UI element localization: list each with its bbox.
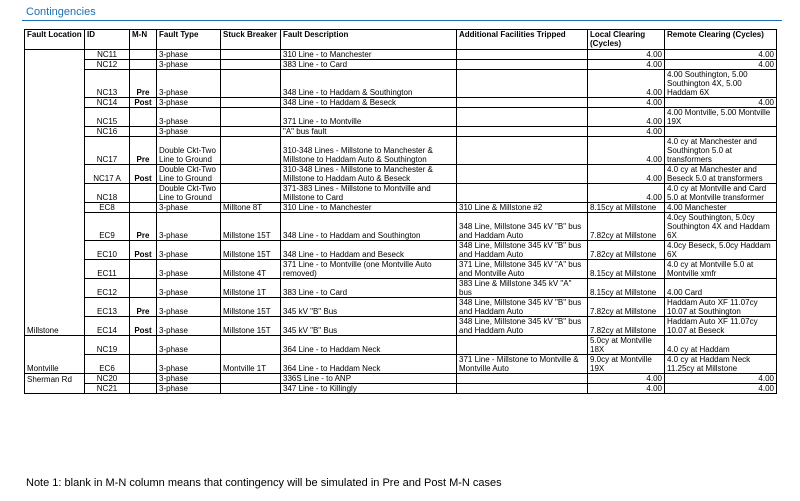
cell-local-clearing: 9.0cy at Montville 19X (588, 355, 665, 374)
cell-remote-clearing: 4.0 cy at Montville and Card 5.0 at Montville transformer (665, 184, 777, 203)
cell-id: NC14 (85, 98, 130, 108)
cell-fault-description: "A" bus fault (281, 127, 457, 137)
cell-additional-facilities (457, 336, 588, 355)
table-row (25, 384, 777, 394)
cell-additional-facilities: 310 Line & Millstone #2 (457, 203, 588, 213)
cell-remote-clearing: 4.0cy Beseck, 5.0cy Haddam 6X (665, 241, 777, 260)
col-header-id: ID (85, 30, 130, 50)
cell-additional-facilities (457, 98, 588, 108)
cell-mn (130, 203, 157, 213)
cell-remote-clearing: 4.0 cy at Manchester and Beseck 5.0 at transformers (665, 165, 777, 184)
cell-stuck-breaker (221, 98, 281, 108)
cell-mn (130, 260, 157, 279)
cell-fault-type: 3-phase (157, 108, 221, 127)
cell-stuck-breaker (221, 137, 281, 165)
cell-local-clearing: 7.82cy at Millstone (588, 317, 665, 336)
cell-fault-description: 347 Line - to Killingly (281, 384, 457, 394)
cell-remote-clearing: Haddam Auto XF 11.07cy 10.07 at Southington (665, 298, 777, 317)
contingencies-table (24, 29, 777, 394)
cell-fault-description: 371 Line - to Montville (281, 108, 457, 127)
table-row (25, 184, 777, 203)
cell-additional-facilities (457, 165, 588, 184)
cell-additional-facilities: 371 Line - Millstone to Montville & Montville Auto (457, 355, 588, 374)
col-header-local-clearing: Local Clearing (Cycles) (588, 30, 665, 50)
cell-fault-location (25, 50, 85, 60)
cell-id: EC11 (85, 260, 130, 279)
cell-remote-clearing: 4.0cy Southington, 5.0cy Southington 4X and Haddam 6X (665, 213, 777, 241)
cell-fault-type: 3-phase (157, 50, 221, 60)
cell-fault-location (25, 279, 85, 298)
cell-fault-location (25, 70, 85, 98)
cell-remote-clearing: 4.00 Southington, 5.00 Southington 4X, 5.00 Haddam 6X (665, 70, 777, 98)
cell-additional-facilities (457, 184, 588, 203)
cell-local-clearing: 5.0cy at Montville 18X (588, 336, 665, 355)
cell-id: NC17 (85, 137, 130, 165)
cell-additional-facilities: 348 Line, Millstone 345 kV "B" bus and Haddam Auto (457, 213, 588, 241)
cell-local-clearing: 4.00 (588, 108, 665, 127)
cell-id: NC16 (85, 127, 130, 137)
cell-stuck-breaker (221, 50, 281, 60)
cell-stuck-breaker: Millstone 15T (221, 241, 281, 260)
cell-remote-clearing (665, 127, 777, 137)
cell-mn (130, 355, 157, 374)
cell-fault-description: 345 kV "B" Bus (281, 317, 457, 336)
cell-fault-description: 371-383 Lines - Millstone to Montville and Millstone to Card (281, 184, 457, 203)
cell-fault-type: 3-phase (157, 213, 221, 241)
cell-mn: Pre (130, 70, 157, 98)
cell-fault-type: Double Ckt-Two Line to Ground (157, 165, 221, 184)
cell-stuck-breaker (221, 127, 281, 137)
cell-fault-description: 383 Line - to Card (281, 60, 457, 70)
cell-mn: Post (130, 317, 157, 336)
cell-fault-location (25, 203, 85, 213)
cell-mn: Pre (130, 298, 157, 317)
cell-id: EC10 (85, 241, 130, 260)
header-row (25, 30, 777, 50)
cell-fault-location (25, 127, 85, 137)
cell-fault-location (25, 108, 85, 127)
cell-fault-type: 3-phase (157, 298, 221, 317)
cell-stuck-breaker: Millstone 1T (221, 279, 281, 298)
table-row (25, 98, 777, 108)
table-row (25, 60, 777, 70)
cell-mn: Post (130, 241, 157, 260)
cell-remote-clearing: 4.0 cy at Manchester and Southington 5.0 at transformers (665, 137, 777, 165)
cell-fault-type: 3-phase (157, 260, 221, 279)
cell-fault-type: 3-phase (157, 241, 221, 260)
cell-local-clearing: 4.00 (588, 184, 665, 203)
table-row (25, 241, 777, 260)
table-row (25, 137, 777, 165)
cell-mn (130, 60, 157, 70)
cell-fault-description: 310-348 Lines - Millstone to Manchester & Millstone to Haddam Auto & Southington (281, 137, 457, 165)
cell-id: NC15 (85, 108, 130, 127)
cell-mn (130, 336, 157, 355)
cell-additional-facilities: 348 Line, Millstone 345 kV "B" bus and Haddam Auto (457, 317, 588, 336)
cell-remote-clearing: 4.0 cy at Montville 5.0 at Montville xmfr (665, 260, 777, 279)
cell-local-clearing: 8.15cy at Millstone (588, 260, 665, 279)
cell-fault-location (25, 213, 85, 241)
cell-local-clearing: 7.82cy at Millstone (588, 298, 665, 317)
cell-fault-description: 348 Line - to Haddam and Southington (281, 213, 457, 241)
cell-stuck-breaker (221, 336, 281, 355)
cell-stuck-breaker: Montville 1T (221, 355, 281, 374)
cell-fault-location (25, 260, 85, 279)
table-row (25, 203, 777, 213)
cell-fault-type: 3-phase (157, 60, 221, 70)
cell-id: EC14 (85, 317, 130, 336)
col-header-mn: M-N (130, 30, 157, 50)
cell-remote-clearing: 4.00 Card (665, 279, 777, 298)
cell-remote-clearing: 4.00 Montville, 5.00 Montville 19X (665, 108, 777, 127)
cell-local-clearing: 4.00 (588, 98, 665, 108)
cell-stuck-breaker: Millstone 15T (221, 317, 281, 336)
cell-additional-facilities (457, 50, 588, 60)
cell-id: NC21 (85, 384, 130, 394)
cell-additional-facilities: 348 Line, Millstone 345 kV "B" bus and Haddam Auto (457, 241, 588, 260)
cell-mn (130, 184, 157, 203)
cell-mn (130, 374, 157, 384)
cell-local-clearing: 4.00 (588, 50, 665, 60)
cell-stuck-breaker: Millstone 15T (221, 298, 281, 317)
cell-local-clearing: 7.82cy at Millstone (588, 213, 665, 241)
cell-fault-type: 3-phase (157, 203, 221, 213)
cell-additional-facilities: 348 Line, Millstone 345 kV "B" bus and Haddam Auto (457, 298, 588, 317)
cell-fault-description: 336S Line - to ANP (281, 374, 457, 384)
cell-fault-description: 348 Line - to Haddam and Beseck (281, 241, 457, 260)
cell-mn (130, 108, 157, 127)
cell-local-clearing: 4.00 (588, 384, 665, 394)
cell-fault-description: 310 Line - to Manchester (281, 203, 457, 213)
table-row (25, 374, 777, 384)
title-underline (22, 20, 782, 21)
col-header-stuck-breaker: Stuck Breaker (221, 30, 281, 50)
cell-local-clearing: 4.00 (588, 127, 665, 137)
cell-stuck-breaker (221, 60, 281, 70)
cell-fault-type: 3-phase (157, 98, 221, 108)
cell-fault-location: Millstone (25, 317, 85, 336)
cell-fault-location (25, 384, 85, 394)
cell-fault-type: 3-phase (157, 384, 221, 394)
table-row (25, 213, 777, 241)
cell-stuck-breaker: Millstone 4T (221, 260, 281, 279)
cell-additional-facilities (457, 127, 588, 137)
table-row (25, 336, 777, 355)
table-row (25, 279, 777, 298)
cell-fault-type: 3-phase (157, 70, 221, 98)
cell-fault-location (25, 98, 85, 108)
cell-id: NC20 (85, 374, 130, 384)
cell-local-clearing: 7.82cy at Millstone (588, 241, 665, 260)
cell-mn (130, 127, 157, 137)
cell-fault-location (25, 298, 85, 317)
table-row (25, 70, 777, 98)
cell-stuck-breaker (221, 108, 281, 127)
cell-fault-location (25, 336, 85, 355)
table-row (25, 127, 777, 137)
table-row (25, 317, 777, 336)
cell-fault-type: Double Ckt-Two Line to Ground (157, 137, 221, 165)
cell-additional-facilities: 371 Line, Millstone 345 kV "A" bus and Montville Auto (457, 260, 588, 279)
cell-id: EC6 (85, 355, 130, 374)
cell-remote-clearing: 4.00 (665, 384, 777, 394)
cell-fault-description: 371 Line - to Montville (one Montville Auto removed) (281, 260, 457, 279)
cell-stuck-breaker: Millstone 15T (221, 213, 281, 241)
col-header-additional-facilities: Additional Facilities Tripped (457, 30, 588, 50)
cell-remote-clearing: 4.0 cy at Haddam Neck 11.25cy at Millstone (665, 355, 777, 374)
cell-fault-description: 348 Line - to Haddam & Beseck (281, 98, 457, 108)
cell-id: NC12 (85, 60, 130, 70)
cell-fault-type: Double Ckt-Two Line to Ground (157, 184, 221, 203)
cell-fault-location: Sherman Rd (25, 374, 85, 384)
cell-stuck-breaker: Milltone 8T (221, 203, 281, 213)
cell-fault-location (25, 184, 85, 203)
cell-stuck-breaker (221, 70, 281, 98)
cell-mn: Pre (130, 137, 157, 165)
cell-fault-location (25, 241, 85, 260)
cell-additional-facilities (457, 374, 588, 384)
cell-fault-type: 3-phase (157, 336, 221, 355)
cell-additional-facilities: 383 Line & Millstone 345 kV "A" bus (457, 279, 588, 298)
cell-id: EC8 (85, 203, 130, 213)
cell-additional-facilities (457, 60, 588, 70)
cell-fault-description: 348 Line - to Haddam & Southington (281, 70, 457, 98)
cell-fault-description: 345 kV "B" Bus (281, 298, 457, 317)
cell-additional-facilities (457, 137, 588, 165)
cell-remote-clearing: 4.00 (665, 60, 777, 70)
table-row (25, 108, 777, 127)
cell-fault-location (25, 165, 85, 184)
cell-remote-clearing: 4.00 Manchester (665, 203, 777, 213)
cell-local-clearing: 8.15cy at Millstone (588, 279, 665, 298)
col-header-fault-location: Fault Location (25, 30, 85, 50)
cell-remote-clearing: 4.0 cy at Haddam (665, 336, 777, 355)
cell-additional-facilities (457, 384, 588, 394)
table-row (25, 165, 777, 184)
cell-fault-description: 310-348 Lines - Millstone to Manchester & Millstone to Haddam Auto & Beseck (281, 165, 457, 184)
table-row (25, 355, 777, 374)
table-row (25, 50, 777, 60)
cell-id: NC19 (85, 336, 130, 355)
cell-additional-facilities (457, 70, 588, 98)
cell-fault-type: 3-phase (157, 374, 221, 384)
cell-fault-description: 364 Line - to Haddam Neck (281, 355, 457, 374)
cell-fault-description: 310 Line - to Manchester (281, 50, 457, 60)
cell-mn (130, 384, 157, 394)
table-row (25, 298, 777, 317)
cell-local-clearing: 8.15cy at Millstone (588, 203, 665, 213)
cell-stuck-breaker (221, 184, 281, 203)
cell-mn: Pre (130, 213, 157, 241)
col-header-fault-description: Fault Description (281, 30, 457, 50)
cell-local-clearing: 4.00 (588, 165, 665, 184)
cell-local-clearing: 4.00 (588, 374, 665, 384)
cell-stuck-breaker (221, 165, 281, 184)
col-header-remote-clearing: Remote Clearing (Cycles) (665, 30, 777, 50)
cell-id: NC13 (85, 70, 130, 98)
cell-id: NC11 (85, 50, 130, 60)
cell-mn (130, 50, 157, 60)
cell-remote-clearing: 4.00 (665, 98, 777, 108)
cell-fault-type: 3-phase (157, 279, 221, 298)
cell-fault-type: 3-phase (157, 317, 221, 336)
footnote: Note 1: blank in M-N column means that contingency will be simulated in Pre and Post M-N cases (26, 477, 502, 489)
cell-id: EC13 (85, 298, 130, 317)
cell-fault-type: 3-phase (157, 355, 221, 374)
col-header-fault-type: Fault Type (157, 30, 221, 50)
cell-fault-description: 364 Line - to Haddam Neck (281, 336, 457, 355)
cell-fault-location: Montville (25, 355, 85, 374)
cell-fault-type: 3-phase (157, 127, 221, 137)
cell-mn: Post (130, 165, 157, 184)
cell-mn (130, 279, 157, 298)
cell-mn: Post (130, 98, 157, 108)
page-title: Contingencies (26, 6, 96, 18)
cell-remote-clearing: Haddam Auto XF 11.07cy 10.07 at Beseck (665, 317, 777, 336)
cell-local-clearing: 4.00 (588, 137, 665, 165)
cell-fault-location (25, 137, 85, 165)
cell-id: EC12 (85, 279, 130, 298)
cell-local-clearing: 4.00 (588, 70, 665, 98)
cell-id: EC9 (85, 213, 130, 241)
cell-fault-description: 383 Line - to Card (281, 279, 457, 298)
cell-remote-clearing: 4.00 (665, 374, 777, 384)
cell-id: NC18 (85, 184, 130, 203)
cell-id: NC17 A (85, 165, 130, 184)
cell-local-clearing: 4.00 (588, 60, 665, 70)
cell-fault-location (25, 60, 85, 70)
cell-stuck-breaker (221, 374, 281, 384)
cell-stuck-breaker (221, 384, 281, 394)
cell-additional-facilities (457, 108, 588, 127)
cell-remote-clearing: 4.00 (665, 50, 777, 60)
table-row (25, 260, 777, 279)
